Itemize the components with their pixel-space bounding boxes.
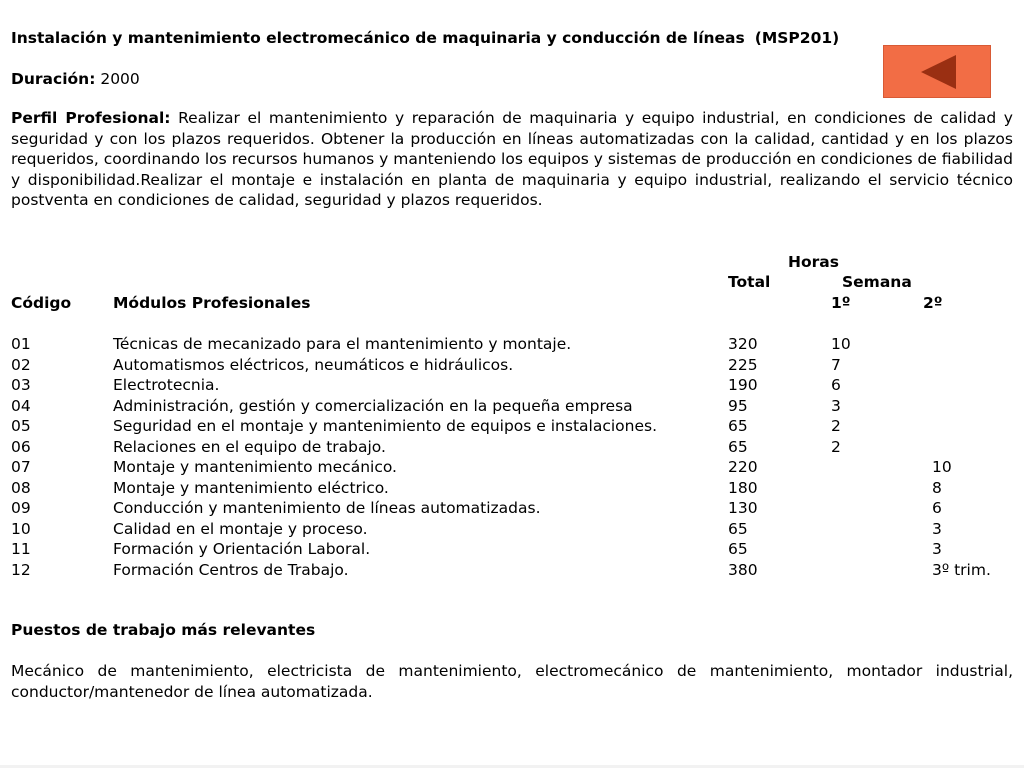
cell-code: 10 (11, 519, 31, 538)
cell-module: Montaje y mantenimiento mecánico. (113, 458, 397, 476)
title-text: Instalación y mantenimiento electromecánico de maquinaria y conducción de líneas (11, 29, 745, 47)
header-modulos: Módulos Profesionales (113, 294, 311, 312)
cell-total: 130 (728, 499, 758, 517)
cell-s1: 7 (831, 355, 841, 374)
table-row (0, 457, 1024, 478)
cell-s2: 8 (932, 478, 942, 497)
cell-total: 220 (728, 458, 758, 476)
duration (11, 69, 140, 90)
cell-total: 65 (728, 437, 748, 456)
cell-total: 225 (728, 355, 758, 374)
cell-s1: 2 (831, 437, 841, 456)
cell-total: 180 (728, 478, 758, 497)
table-row (0, 519, 1024, 540)
header-codigo: Código (11, 294, 72, 312)
cell-code: 08 (11, 478, 31, 497)
cell-total: 380 (728, 560, 758, 579)
cell-code: 01 (11, 335, 31, 353)
duration-label: Duración: (11, 70, 96, 88)
cell-code: 06 (11, 437, 31, 456)
profile-label: Perfil Profesional: (11, 109, 171, 127)
header-total: Total (728, 273, 771, 291)
table-row (0, 498, 1024, 519)
cell-module: Montaje y mantenimiento eléctrico. (113, 478, 389, 497)
cell-s2: 3 (932, 519, 942, 538)
table-row (0, 355, 1024, 376)
cell-module: Formación y Orientación Laboral. (113, 540, 371, 558)
cell-code: 11 (11, 540, 31, 558)
header-s2: 2º (923, 294, 943, 312)
cell-module: Automatismos eléctricos, neumáticos e hidráulicos. (113, 355, 514, 374)
table-row (0, 437, 1024, 458)
cell-module: Técnicas de mecanizado para el mantenimiento y montaje. (113, 335, 572, 353)
cell-s1: 2 (831, 417, 841, 435)
table-row (0, 539, 1024, 560)
cell-code: 05 (11, 417, 31, 435)
cell-module: Electrotecnia. (113, 376, 220, 394)
cell-module: Conducción y mantenimiento de líneas automatizadas. (113, 499, 541, 517)
table-row (0, 334, 1024, 355)
table-row (0, 560, 1024, 581)
cell-module: Seguridad en el montaje y mantenimiento de equipos e instalaciones. (113, 417, 657, 435)
cell-code: 02 (11, 355, 31, 374)
cell-total: 65 (728, 519, 748, 538)
triangle-left-icon (918, 53, 958, 91)
page-title (11, 28, 839, 49)
cell-code: 07 (11, 458, 31, 476)
cell-s2: 3º trim. (932, 560, 991, 579)
table-row (0, 396, 1024, 417)
cell-code: 04 (11, 396, 31, 415)
cell-s2: 6 (932, 499, 942, 517)
back-button[interactable] (883, 45, 991, 98)
cell-code: 09 (11, 499, 31, 517)
cell-total: 190 (728, 376, 758, 394)
cell-s2: 3 (932, 540, 942, 558)
table-row (0, 416, 1024, 437)
profile-paragraph (11, 108, 1013, 211)
title-code: (MSP201) (754, 29, 840, 47)
jobs-heading: Puestos de trabajo más relevantes (11, 621, 316, 639)
cell-s2: 10 (932, 458, 952, 476)
cell-module: Relaciones en el equipo de trabajo. (113, 437, 386, 456)
cell-module: Calidad en el montaje y proceso. (113, 519, 368, 538)
jobs-paragraph: Mecánico de mantenimiento, electricista de mantenimiento, electromecánico de mantenimiento, montador industrial, conductor/mantenedor de línea automatizada. (11, 662, 1013, 701)
cell-total: 320 (728, 335, 758, 353)
cell-module: Formación Centros de Trabajo. (113, 560, 349, 579)
cell-total: 95 (728, 396, 748, 415)
profile-text: Realizar el mantenimiento y reparación de maquinaria y equipo industrial, en condiciones de calidad y seguridad y con los plazos requeridos. Obtener la producción en líneas automatizadas con la calidad, cantidad y en los plazos requeridos, coordinando los recursos humanos y manteniendo los equipos y sistemas de producción en condiciones de fiabilidad y disponibilidad.Realizar el montaje e instalación en planta de maquinaria y equipo industrial, realizando el servicio técnico postventa en condiciones de calidad, seguridad y plazos requeridos. (11, 109, 1013, 209)
cell-s1: 3 (831, 396, 841, 415)
cell-code: 03 (11, 376, 31, 394)
cell-module: Administración, gestión y comercialización en la pequeña empresa (113, 396, 633, 415)
cell-code: 12 (11, 560, 31, 579)
cell-s1: 6 (831, 376, 841, 394)
table-row (0, 375, 1024, 396)
header-semana: Semana (842, 273, 912, 291)
cell-total: 65 (728, 417, 748, 435)
cell-s1: 10 (831, 335, 851, 353)
header-s1: 1º (831, 294, 851, 312)
table-row (0, 478, 1024, 499)
header-horas: Horas (788, 253, 839, 271)
duration-value: 2000 (100, 70, 140, 88)
cell-total: 65 (728, 540, 748, 558)
